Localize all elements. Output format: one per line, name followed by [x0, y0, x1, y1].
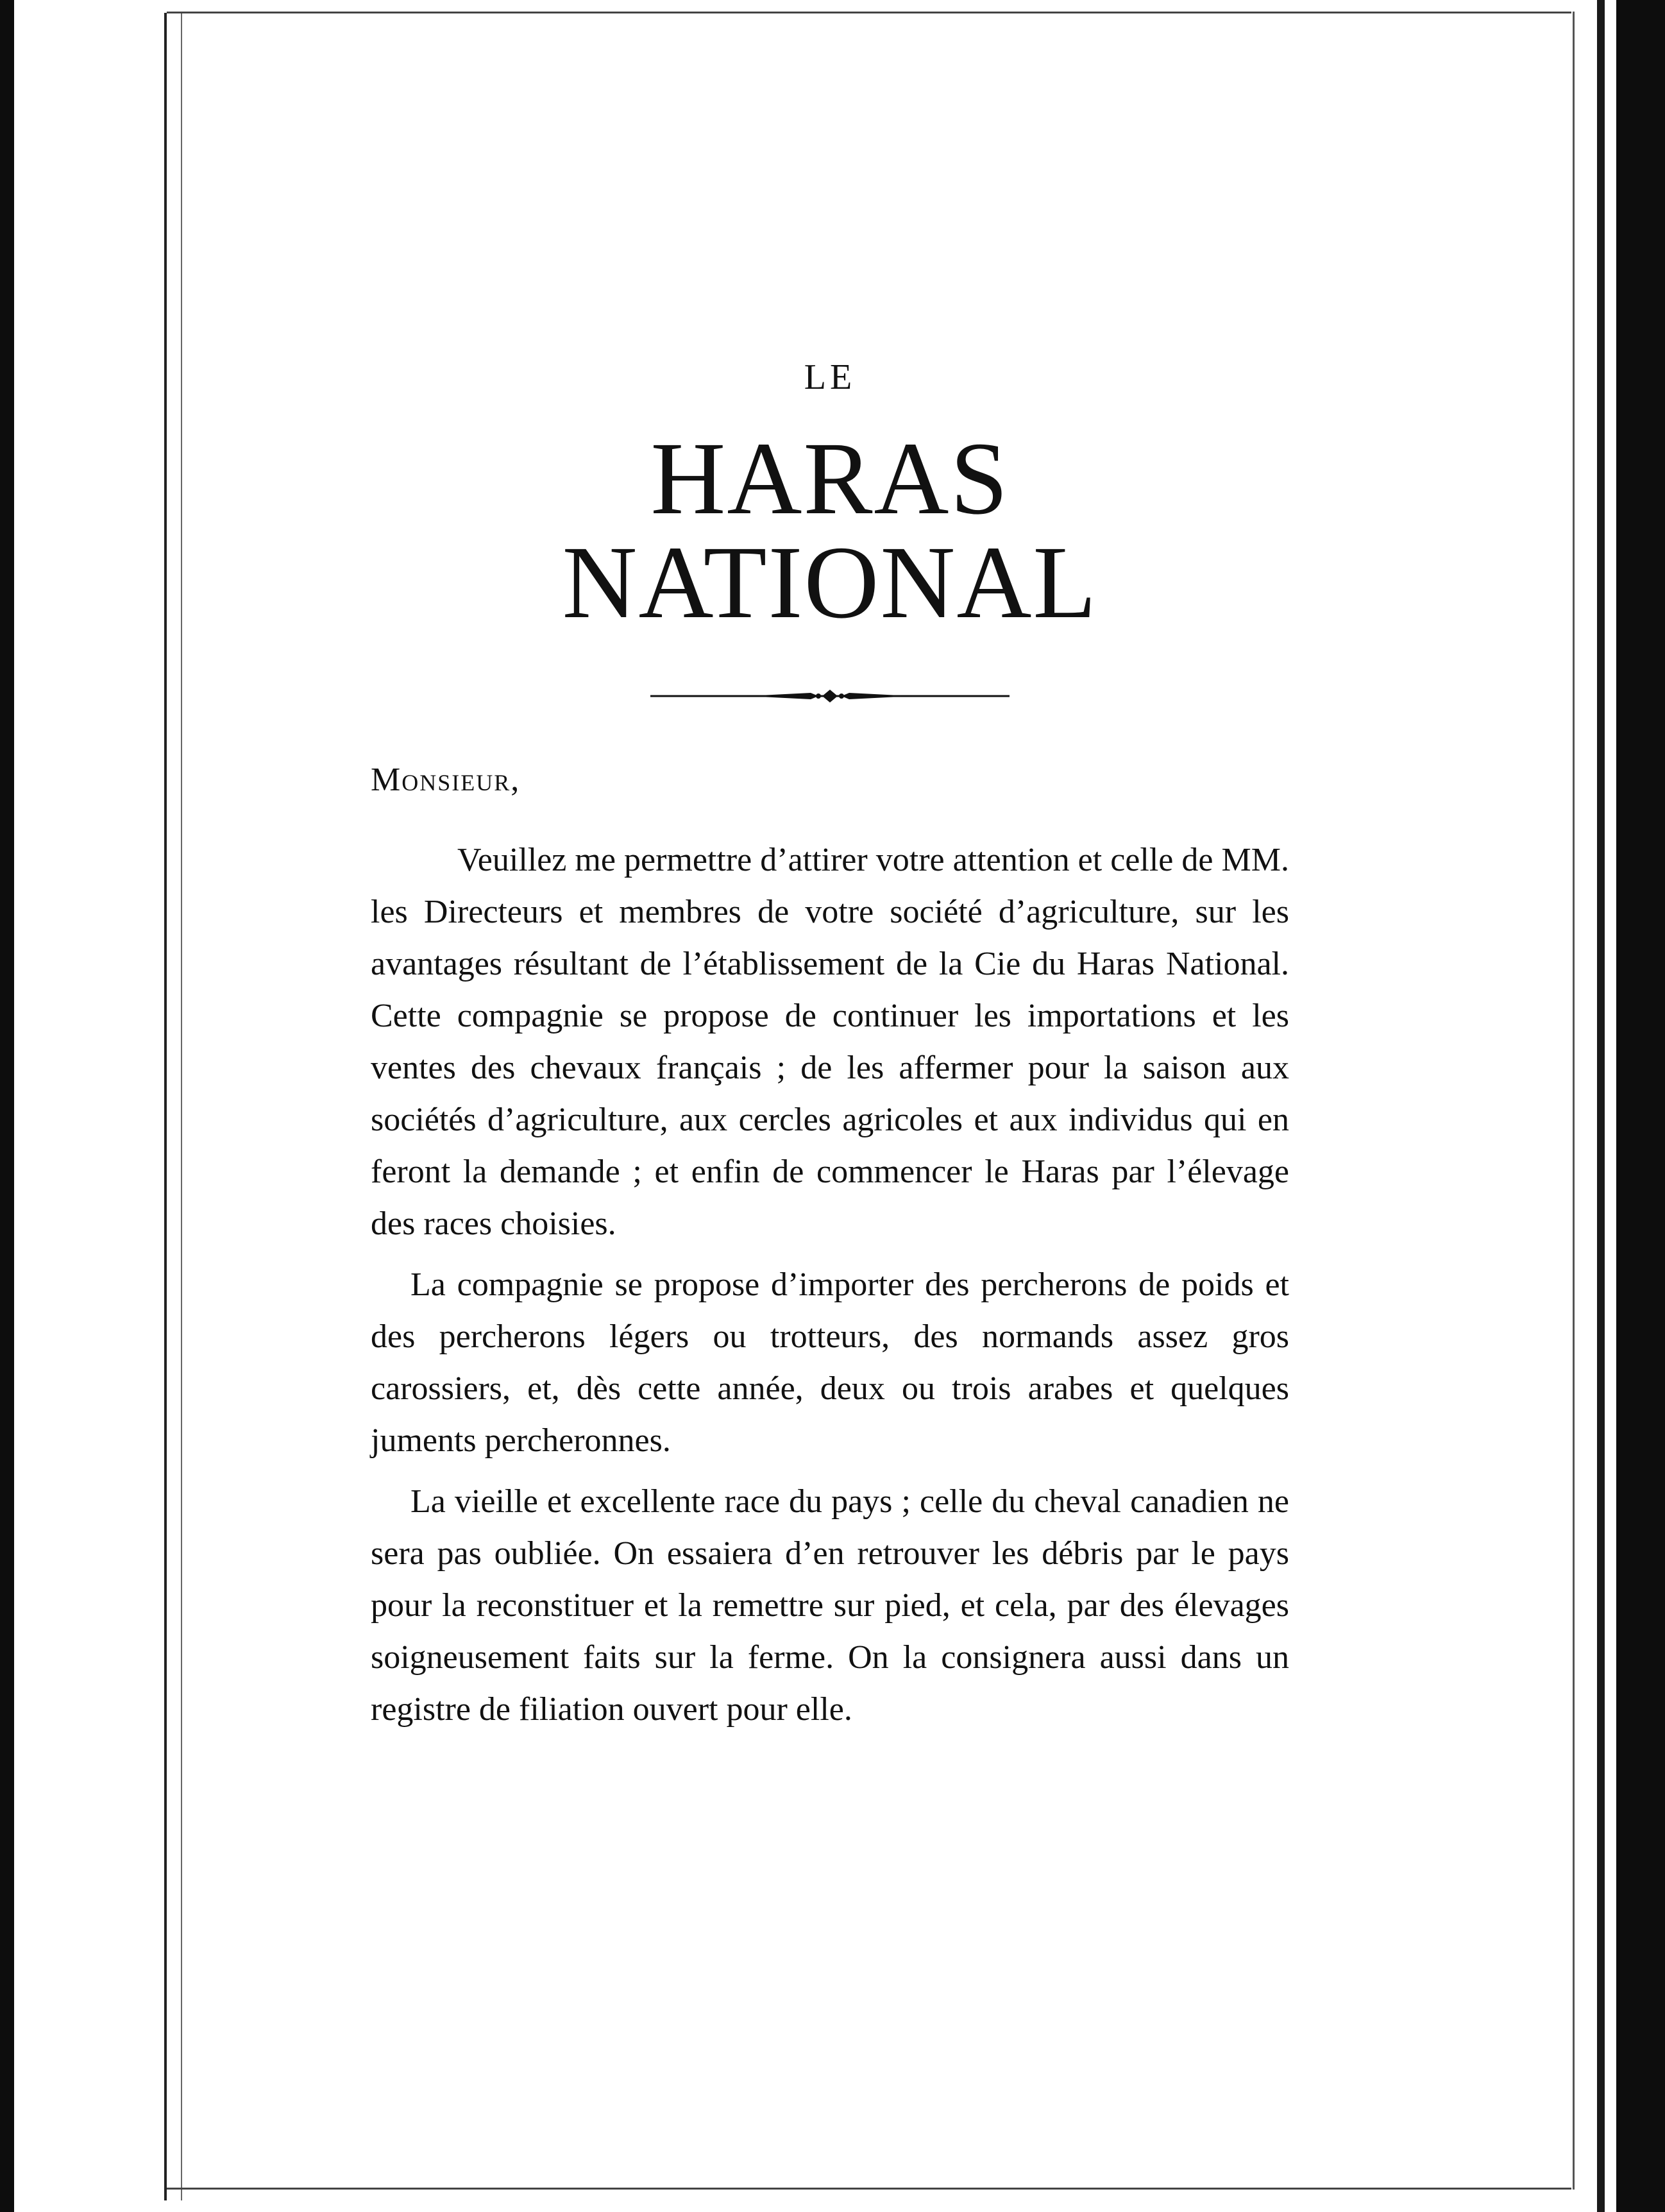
- page-border-bottom: [167, 2188, 1571, 2190]
- salutation-text: Monsieur,: [371, 761, 521, 798]
- page-border-right: [1573, 12, 1575, 2190]
- title-small: LE: [804, 357, 856, 397]
- page-border-top: [167, 12, 1571, 13]
- ornamental-rule-icon: [650, 686, 1010, 706]
- paragraph-1: Veuillez me permettre d’attirer votre attention et celle de MM. les Directeurs et membres de votre société d’agriculture, sur les avantages résultant de l’établissement de la Cie du Haras National. Cette compagnie se propose de continuer les importations et les ventes des chevaux français ; de les affermer pour la saison aux sociétés d’agriculture, aux cercles agricoles et aux individus qui en feront la demande ; et enfin de commencer le Haras par l’élevage des races choisies.: [371, 842, 1289, 1242]
- scan-edge-right-inner: [1597, 0, 1605, 2212]
- binding-line-inner: [181, 13, 182, 2200]
- page-title: HARAS NATIONAL: [562, 421, 1098, 640]
- paragraph-2: La compagnie se propose d’importer des percherons de poids et des percherons légers ou trotteurs, des normands assez gros carossiers, et, dès cette année, deux ou trois arabes et quelques juments percheronnes.: [371, 1266, 1289, 1459]
- salutation: [371, 763, 1289, 797]
- paragraph-3: La vieille et excellente race du pays ; celle du cheval canadien ne sera pas oubliée. On essaiera d’en retrouver les débris par le pays pour la reconstituer et la remettre sur pied, et cela, par des élevages soigneusement faits sur la ferme. On la consignera aussi dans un registre de filiation ouvert pour elle.: [371, 1483, 1289, 1728]
- scan-edge-right: [1616, 0, 1665, 2212]
- page-content: [371, 359, 1289, 1735]
- scan-edge-left: [0, 0, 14, 2212]
- binding-line: [164, 13, 167, 2200]
